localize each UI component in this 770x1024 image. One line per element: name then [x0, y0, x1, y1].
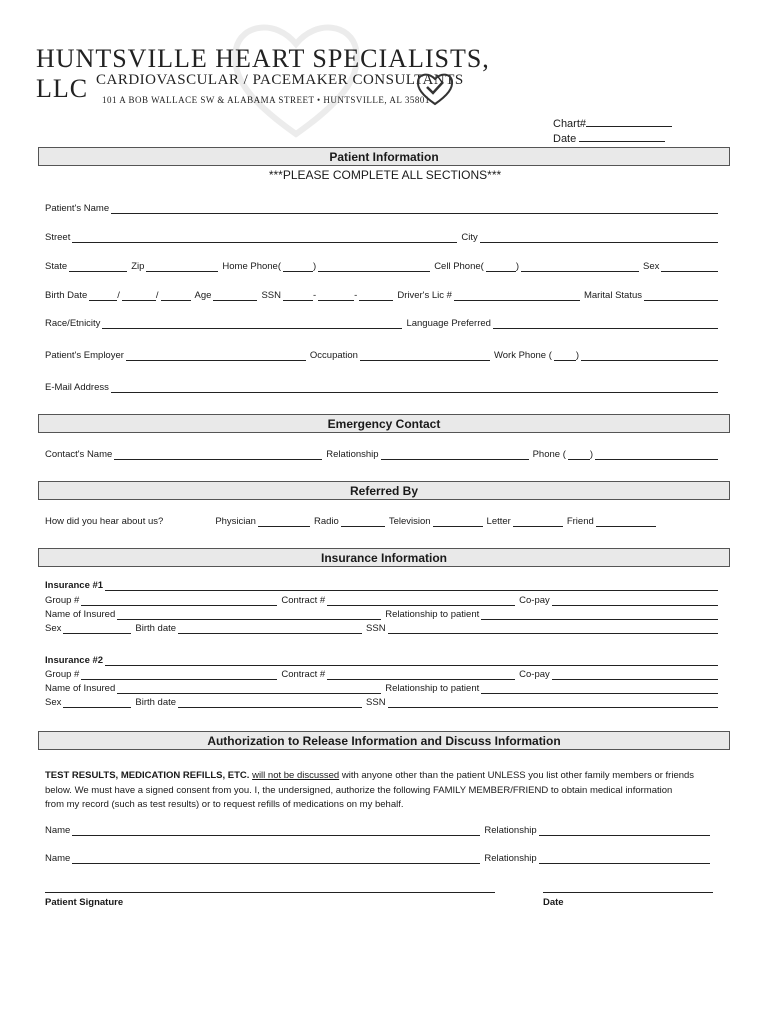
contact-name-input[interactable]	[114, 449, 322, 460]
ins-sex-label: Sex	[45, 697, 62, 708]
authorization-text	[45, 769, 735, 813]
date-field[interactable]	[553, 131, 665, 145]
authorization-line-1	[45, 769, 735, 784]
race-row	[45, 318, 722, 329]
name-insured-label: Name of Insured	[45, 683, 116, 694]
practice-address: 101 A BOB WALLACE SW & ALABAMA STREET • HUNTSVILLE, AL 35801	[102, 95, 430, 105]
zip-label: Zip	[131, 261, 145, 272]
street-input[interactable]	[72, 232, 457, 243]
relationship1-input[interactable]	[481, 609, 718, 620]
name-insured2-input[interactable]	[117, 683, 381, 694]
signature-date-line[interactable]	[543, 882, 713, 893]
group-label: Group #	[45, 595, 80, 606]
patient-name-input[interactable]	[111, 203, 718, 214]
physician-label: Physician	[215, 516, 256, 527]
name-insured-label: Name of Insured	[45, 609, 116, 620]
patient-info-heading: Patient Information	[38, 147, 730, 166]
marital-status-input[interactable]	[644, 290, 718, 301]
copay1-input[interactable]	[552, 595, 718, 606]
contact-name-label: Contact's Name	[45, 449, 113, 460]
auth-name2-input[interactable]	[72, 853, 480, 864]
ssn-dash: -	[312, 290, 317, 301]
birth-date2-input[interactable]	[178, 697, 362, 708]
letter-input[interactable]	[513, 516, 563, 527]
friend-label: Friend	[566, 516, 594, 527]
signature-line[interactable]	[45, 882, 495, 893]
letter-label: Letter	[486, 516, 511, 527]
insurance1-label: Insurance #1	[45, 580, 104, 591]
auth-name-row-1	[45, 825, 714, 836]
paren: )	[515, 261, 519, 272]
birth-month-input[interactable]	[89, 290, 117, 301]
physician-input[interactable]	[258, 516, 310, 527]
employer-input[interactable]	[126, 350, 306, 361]
marital-status-label: Marital Status	[583, 290, 643, 301]
language-label: Language Preferred	[406, 318, 491, 329]
authorization-heading: Authorization to Release Information and Discuss Information	[38, 731, 730, 750]
state-row	[45, 261, 722, 272]
contact-relationship-input[interactable]	[381, 449, 529, 460]
employer-row	[45, 350, 722, 361]
signature-date-label: Date	[543, 897, 564, 908]
relationship-patient-label: Relationship to patient	[385, 609, 480, 620]
auth-relationship2-input[interactable]	[539, 853, 710, 864]
auth-relationship-label: Relationship	[484, 853, 537, 864]
auth-name-label: Name	[45, 853, 71, 864]
work-phone-input[interactable]	[581, 350, 718, 361]
cell-phone-area-input[interactable]	[486, 261, 516, 272]
relationship-patient-label: Relationship to patient	[385, 683, 480, 694]
ins-birth-date-label: Birth date	[135, 623, 177, 634]
city-label: City	[461, 232, 478, 243]
cell-phone-input[interactable]	[521, 261, 639, 272]
contract-label: Contract #	[281, 595, 326, 606]
contract-label: Contract #	[281, 669, 326, 680]
email-label: E-Mail Address	[45, 382, 109, 393]
copay-label: Co-pay	[519, 669, 550, 680]
ssn-part2-input[interactable]	[318, 290, 354, 301]
email-row	[45, 382, 722, 393]
auth-relationship-label: Relationship	[484, 825, 537, 836]
heart-check-icon	[414, 70, 456, 108]
birth-day-input[interactable]	[122, 290, 156, 301]
hear-about-us-label: How did you hear about us?	[45, 516, 164, 527]
occupation-label: Occupation	[309, 350, 358, 361]
birth-date-label: Birth Date	[45, 290, 88, 301]
ssn-part1-input[interactable]	[283, 290, 313, 301]
sex2-input[interactable]	[63, 697, 131, 708]
emergency-row	[45, 449, 722, 460]
group1-input[interactable]	[81, 595, 277, 606]
home-phone-area-input[interactable]	[283, 261, 313, 272]
date-label: Date	[553, 133, 577, 145]
insurance2-input[interactable]	[105, 655, 718, 666]
auth-name-label: Name	[45, 825, 71, 836]
state-label: State	[45, 261, 68, 272]
street-row	[45, 232, 722, 243]
work-phone-label: Work Phone (	[493, 350, 552, 361]
sex1-input[interactable]	[63, 623, 131, 634]
zip-input[interactable]	[146, 261, 218, 272]
ins1-row	[45, 580, 722, 591]
referred-by-heading: Referred By	[38, 481, 730, 500]
ins2-row	[45, 655, 722, 666]
friend-input[interactable]	[596, 516, 656, 527]
insurance-heading: Insurance Information	[38, 548, 730, 567]
radio-label: Radio	[313, 516, 339, 527]
ssn-dash: -	[354, 290, 358, 301]
date-slash: /	[117, 290, 120, 301]
chart-number-label: Chart#	[553, 118, 587, 130]
television-input[interactable]	[433, 516, 483, 527]
drivers-lic-label: Driver's Lic #	[397, 290, 452, 301]
patient-name-row	[45, 203, 722, 214]
sex-label: Sex	[643, 261, 660, 272]
not-discussed-text: will not be discussed	[252, 770, 340, 781]
patient-signature-label: Patient Signature	[45, 897, 124, 908]
contact-phone-area-input[interactable]	[568, 449, 590, 460]
authorization-body-3: from my record (such as test results) or to request refills of medications on my behalf.	[45, 799, 404, 810]
ins-birth-date-label: Birth date	[135, 697, 177, 708]
ssn1-input[interactable]	[388, 623, 718, 634]
ssn-part3-input[interactable]	[359, 290, 393, 301]
birth-row	[45, 290, 722, 301]
race-input[interactable]	[102, 318, 402, 329]
state-input[interactable]	[69, 261, 127, 272]
complete-all-notice: ***PLEASE COMPLETE ALL SECTIONS***	[268, 168, 502, 182]
ins-ssn-label: SSN	[366, 697, 386, 708]
ins-sex-label: Sex	[45, 623, 62, 634]
practice-name: HUNTSVILLE HEART SPECIALISTS, LLC	[36, 44, 490, 103]
contact-phone-input[interactable]	[595, 449, 718, 460]
home-phone-input[interactable]	[318, 261, 430, 272]
cell-phone-label: Cell Phone(	[434, 261, 484, 272]
age-label: Age	[194, 290, 212, 301]
city-input[interactable]	[480, 232, 718, 243]
auth-relationship1-input[interactable]	[539, 825, 710, 836]
contract1-input[interactable]	[327, 595, 515, 606]
occupation-input[interactable]	[360, 350, 490, 361]
copay2-input[interactable]	[552, 669, 718, 680]
authorization-body-1: with anyone other than the patient UNLESS you list other family members or friends	[339, 770, 695, 781]
insurance2-label: Insurance #2	[45, 655, 104, 666]
birth-year-input[interactable]	[161, 290, 191, 301]
authorization-lead: TEST RESULTS, MEDICATION REFILLS, ETC.	[45, 770, 250, 781]
insurance1-input[interactable]	[105, 580, 718, 591]
ins-ssn-label: SSN	[366, 623, 386, 634]
ins1-group-row	[45, 595, 722, 606]
ins2-group-row	[45, 669, 722, 680]
practice-subtitle: CARDIOVASCULAR / PACEMAKER CONSULTANTS	[96, 72, 464, 88]
group2-input[interactable]	[81, 669, 277, 680]
ins1-insured-row	[45, 609, 722, 620]
ssn2-input[interactable]	[388, 697, 718, 708]
ins2-insured-row	[45, 683, 722, 694]
email-input[interactable]	[111, 382, 718, 393]
sex-input[interactable]	[661, 261, 718, 272]
auth-name-row-2	[45, 853, 714, 864]
drivers-lic-input[interactable]	[454, 290, 580, 301]
referred-row	[45, 516, 690, 527]
television-label: Television	[388, 516, 431, 527]
work-phone-area-input[interactable]	[554, 350, 576, 361]
contract2-input[interactable]	[327, 669, 515, 680]
group-label: Group #	[45, 669, 80, 680]
authorization-body-2: below. We must have a signed consent from you. I, the undersigned, authorize the following FAMILY MEMBER/FRIEND to obtain medical information	[45, 784, 673, 796]
paren: )	[575, 350, 580, 361]
ins1-sex-row	[45, 623, 722, 634]
radio-input[interactable]	[341, 516, 385, 527]
race-label: Race/Etnicity	[45, 318, 101, 329]
copay-label: Co-pay	[519, 595, 550, 606]
street-label: Street	[45, 232, 71, 243]
emergency-contact-heading: Emergency Contact	[38, 414, 730, 433]
patient-name-label: Patient's Name	[45, 203, 110, 214]
ins2-sex-row	[45, 697, 722, 708]
relationship2-input[interactable]	[481, 683, 718, 694]
age-input[interactable]	[213, 290, 257, 301]
logo	[36, 44, 496, 114]
name-insured1-input[interactable]	[117, 609, 381, 620]
ssn-label: SSN	[261, 290, 281, 301]
contact-phone-label: Phone (	[532, 449, 566, 460]
paren: )	[589, 449, 594, 460]
date-slash: /	[155, 290, 159, 301]
chart-number-field[interactable]	[553, 116, 672, 130]
paren: )	[313, 261, 317, 272]
auth-name1-input[interactable]	[72, 825, 480, 836]
home-phone-label: Home Phone(	[222, 261, 282, 272]
contact-relationship-label: Relationship	[326, 449, 379, 460]
birth-date1-input[interactable]	[178, 623, 362, 634]
language-input[interactable]	[493, 318, 718, 329]
employer-label: Patient's Employer	[45, 350, 124, 361]
